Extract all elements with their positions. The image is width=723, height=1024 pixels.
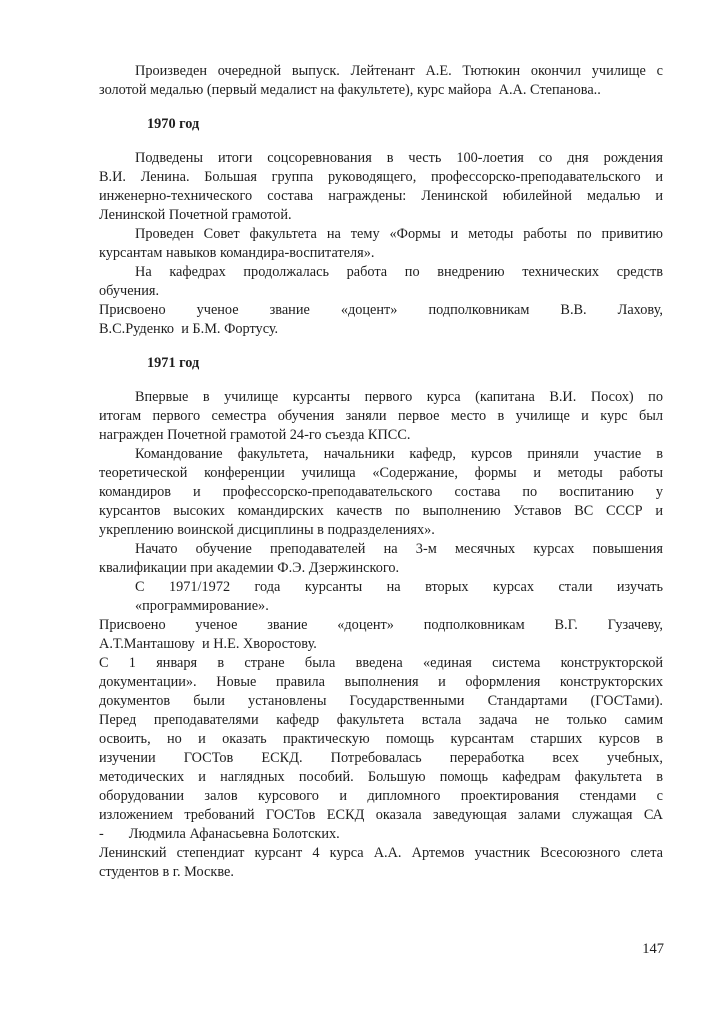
- text-line: изучении ГОСТов ЕСКД. Потребовалась переработка всех учебных,: [99, 750, 663, 766]
- text-line: квалификации при академии Ф.Э. Дзержинского.: [99, 560, 400, 576]
- text-line: Подведены итоги соцсоревнования в честь 100-лоетия со дня рождения: [135, 150, 663, 166]
- text-line: курсантам навыков командира-воспитателя».: [99, 245, 375, 261]
- text-line: награжден Почетной грамотой 24-го съезда КПСС.: [99, 427, 411, 443]
- text-line: Произведен очередной выпуск. Лейтенант А.Е. Тютюкин окончил училище с: [135, 63, 663, 79]
- text-line: Проведен Совет факультета на тему «Формы и методы работы по привитию: [135, 226, 663, 242]
- paragraph: [99, 445, 663, 540]
- text-line: Ленинской Почетной грамотой.: [99, 207, 292, 223]
- text-line: Командование факультета, начальники кафедр, курсов приняли участие в: [135, 446, 663, 462]
- text-line: С 1 января в стране была введена «единая система конструкторской: [99, 655, 663, 671]
- paragraph: [99, 388, 663, 445]
- paragraph: [99, 149, 663, 225]
- text-line: Присвоено ученое звание «доцент» подполковникам В.В. Лахову,: [99, 302, 663, 318]
- text-line: Ленинский степендиат курсант 4 курса А.А. Артемов участник Всесоюзного слета: [99, 845, 663, 861]
- text-line: С 1971/1972 года курсанты на вторых курсах стали изучать: [135, 579, 663, 595]
- text-line: укреплению воинской дисциплины в подразделениях».: [99, 522, 435, 538]
- text-line: документации». Новые правила выполнения и оформления конструкторских: [99, 674, 663, 690]
- text-line: обучения.: [99, 283, 160, 299]
- paragraph: [99, 578, 663, 616]
- text-line: студентов в г. Москве.: [99, 864, 234, 880]
- text-line: итогам первого семестра обучения заняли первое место в училище и курс был: [99, 408, 663, 424]
- paragraph: [99, 62, 663, 100]
- text-line: теоретической конференции училища «Содержание, формы и методы работы: [99, 465, 663, 481]
- paragraph: [99, 225, 663, 263]
- text-line: командиров и профессорско-преподавательского состава по воспитанию у: [99, 484, 663, 500]
- year-heading: 1970 год: [147, 116, 200, 132]
- paragraph: [99, 654, 663, 844]
- text-line: изложением требований ГОСТов ЕСКД оказала заведующая залами служащая СА: [99, 807, 663, 823]
- page-number: 147: [642, 941, 664, 957]
- text-line: курсантов высоких командирских качеств по выполнению Уставов ВС СССР и: [99, 503, 663, 519]
- text-line: освоить, но и оказать практическую помощь курсантам старших курсов в: [99, 731, 663, 747]
- paragraph: [99, 301, 663, 339]
- paragraph: [99, 844, 663, 882]
- text-line: Начато обучение преподавателей на 3-м месячных курсах повышения: [135, 541, 663, 557]
- text-line: В.С.Руденко и Б.М. Фортусу.: [99, 321, 279, 337]
- text-line: «программирование».: [135, 598, 269, 614]
- text-line: оборудовании залов курсового и дипломного проектирования стендами с: [99, 788, 663, 804]
- year-heading: 1971 год: [147, 355, 200, 371]
- paragraph: [99, 540, 663, 578]
- text-line: инженерно-технического состава награждены: Ленинской юбилейной медалью и: [99, 188, 663, 204]
- text-line: На кафедрах продолжалась работа по внедрению технических средств: [135, 264, 663, 280]
- paragraph: [99, 263, 663, 301]
- text-line: Впервые в училище курсанты первого курса (капитана В.И. Посох) по: [135, 389, 663, 405]
- text-line: документов были установлены Государственными Стандартами (ГОСТами).: [99, 693, 663, 709]
- paragraph: [99, 616, 663, 654]
- text-line: - Людмила Афанасьевна Болотских.: [99, 826, 340, 842]
- text-line: Перед преподавателями кафедр факультета встала задача не только самим: [99, 712, 663, 728]
- text-line: золотой медалью (первый медалист на факультете), курс майора А.А. Степанова..: [99, 82, 601, 98]
- text-line: В.И. Ленина. Большая группа руководящего, профессорско-преподавательского и: [99, 169, 663, 185]
- text-line: Присвоено ученое звание «доцент» подполковникам В.Г. Гузачеву,: [99, 617, 663, 633]
- text-line: А.Т.Манташову и Н.Е. Хворостову.: [99, 636, 317, 652]
- text-line: методических и наглядных пособий. Большую помощь кафедрам факультета в: [99, 769, 663, 785]
